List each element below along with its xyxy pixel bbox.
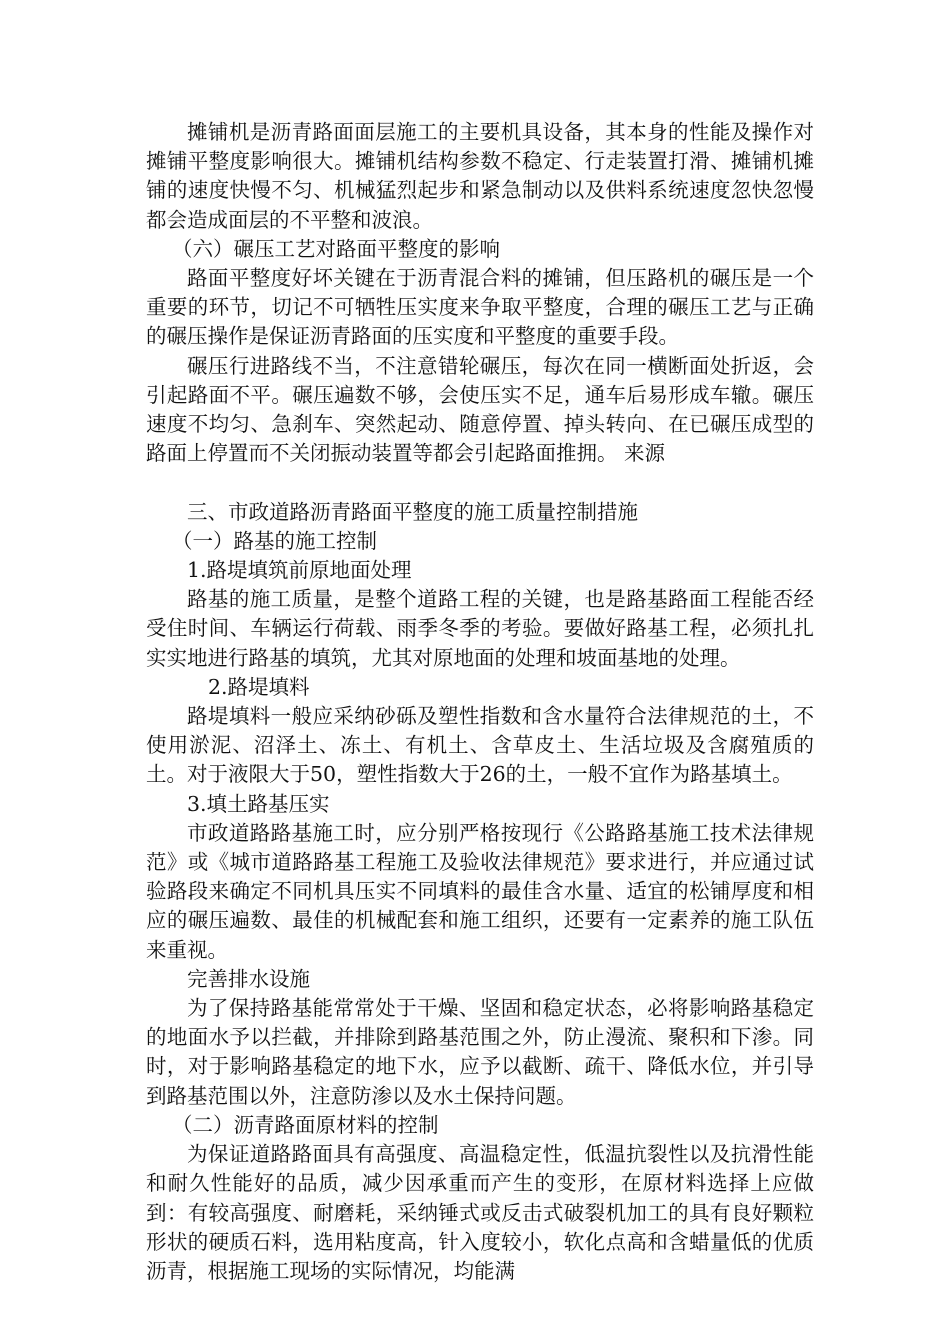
heading-subgrade-control: （一）路基的施工控制	[172, 528, 377, 553]
paragraph-raw-materials: 为保证道路路面具有高强度、高温稳定性，低温抗裂性以及抗滑性能和耐久性能好的品质，减少因承重而产生的变形，在原材料选择上应做到：有较高强度、耐磨耗，采纳锤式或反击式破裂机加工的具有良好颗粒形状的硬质石料，选用粘度高，针入度较小，软化点高和含蜡量低的优质沥青，根据施工现场的实际情况，均能满	[146, 1142, 814, 1283]
paragraph-rolling-route: 碾压行进路线不当，不注意错轮碾压，每次在同一横断面处折返，会引起路面不平。碾压遍数不够，会使压实不足，通车后易形成车辙。碾压速度不均匀、急刹车、突然起动、随意停置、掉头转向、在已碾压成型的路面上停置而不关闭振动装置等都会引起路面推拥。 来源	[146, 353, 814, 466]
paragraph-compaction: 市政道路路基施工时，应分别严格按现行《公路路基施工技术法律规范》或《城市道路路基工程施工及验收法律规范》要求进行，并应通过试验路段来确定不同机具压实不同填料的最佳含水量、适宜的松铺厚度和相应的碾压遍数、最佳的机械配套和施工组织，还要有一定素养的施工队伍来重视。	[146, 820, 814, 962]
heading-raw-materials: （二）沥青路面原材料的控制	[172, 1112, 439, 1137]
paragraph-rolling-key: 路面平整度好坏关键在于沥青混合料的摊铺，但压路机的碾压是一个重要的环节，切记不可牺牲压实度来争取平整度，合理的碾压工艺与正确的碾压操作是保证沥青路面的压实度和平整度的重要手段。	[146, 266, 814, 349]
paragraph-fill-material: 路堤填料一般应采纳砂砾及塑性指数和含水量符合法律规范的土，不使用淤泥、沼泽土、冻土、有机土、含草皮土、生活垃圾及含腐殖质的土。对于液限大于50，塑性指数大于26的土，一般不宜作为路基填土。	[146, 704, 814, 787]
paragraph-drainage: 为了保持路基能常常处于干燥、坚固和稳定状态，必将影响路基稳定的地面水予以拦截，并排除到路基范围之外，防止漫流、聚积和下渗。同时，对于影响路基稳定的地下水，应予以截断、疏干、降低水位，并引导到路基范围以外，注意防渗以及水土保持问题。	[146, 996, 814, 1108]
paragraph-paver: 摊铺机是沥青路面面层施工的主要机具设备，其本身的性能及操作对摊铺平整度影响很大。摊铺机结构参数不稳定、行走装置打滑、摊铺机摊铺的速度快慢不匀、机械猛烈起步和紧急制动以及供料系统速度忽快忽慢都会造成面层的不平整和波浪。	[146, 120, 814, 232]
paragraph-subgrade-quality: 路基的施工质量，是整个道路工程的关键，也是路基路面工程能否经受住时间、车辆运行荷载、雨季冬季的考验。要做好路基工程，必须扎扎实实地进行路基的填筑，尤其对原地面的处理和坡面基地的处理。	[146, 587, 814, 670]
heading-ground-treatment: 1.路堤填筑前原地面处理	[187, 558, 412, 583]
blank-line	[146, 468, 814, 497]
heading-section-three: 三、市政道路沥青路面平整度的施工质量控制措施	[187, 499, 638, 524]
document-page	[146, 118, 814, 1286]
heading-rolling-process: （六）碾压工艺对路面平整度的影响	[172, 236, 500, 261]
heading-fill-material: 2.路堤填料	[208, 674, 310, 699]
heading-compaction: 3.填土路基压实	[187, 791, 330, 816]
heading-drainage: 完善排水设施	[187, 966, 310, 991]
